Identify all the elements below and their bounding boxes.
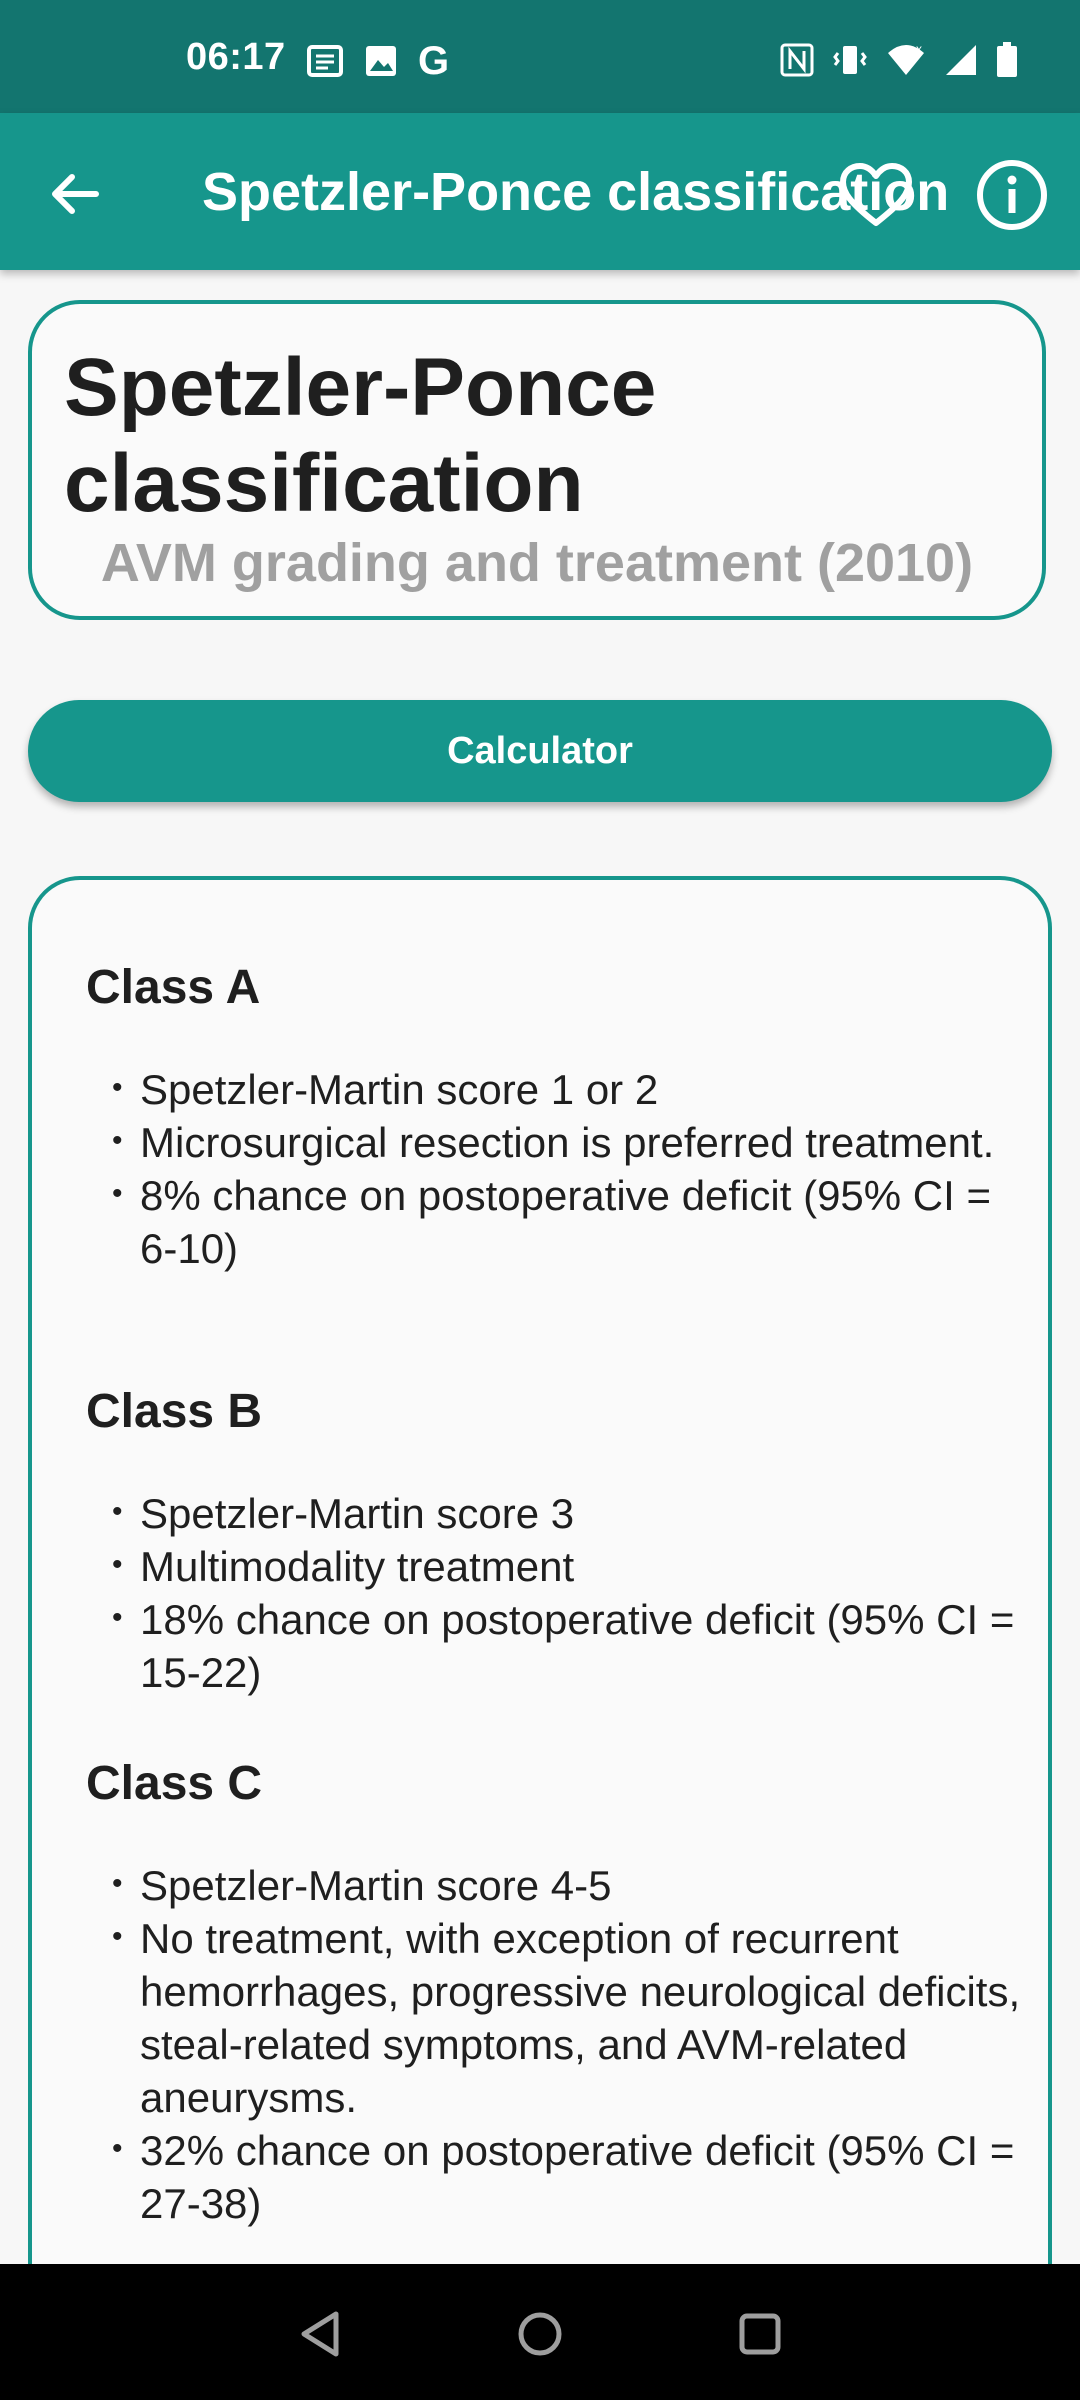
info-button[interactable] [972,155,1052,235]
app-bar [0,113,1080,270]
back-button[interactable] [40,159,110,229]
info-icon [976,159,1048,231]
heart-outline-icon [839,162,913,228]
list-item: • No treatment, with exception of recurrent hemorrhages, progressive neurological deficits, steal-related symptoms, and AVM-related aneurysms. [86,1912,1026,2124]
class-title: Class B [86,1385,263,1438]
bullet-list [86,1487,1026,1699]
list-item: • 18% chance on postoperative deficit (95% CI = 15-22) [86,1593,1026,1699]
app-bar-title: Spetzler-Ponce classification [202,162,950,222]
status-time: 06:17 [186,36,286,78]
page-subtitle: AVM grading and treatment (2010) [100,533,974,593]
image-icon [364,44,398,78]
status-bar [0,0,1080,113]
recents-square-icon [737,2311,783,2357]
page-title: Spetzler-Ponce classification [64,342,657,529]
class-title: Class A [86,961,261,1014]
nav-home-button[interactable] [510,2304,570,2364]
list-item: • Multimodality treatment [86,1540,1026,1593]
class-b-section [86,1384,1026,1699]
nav-recents-button[interactable] [730,2304,790,2364]
status-left-icons [306,39,450,83]
wifi-icon [886,43,926,77]
list-item: • 8% chance on postoperative deficit (95% CI = 6-10) [86,1169,1026,1275]
list-item: • Spetzler-Martin score 1 or 2 [86,1063,1026,1116]
google-icon: G [418,39,450,83]
bullet-list [86,1063,1026,1275]
list-item: • Spetzler-Martin score 3 [86,1487,1026,1540]
vibrate-icon [832,43,868,77]
class-a-section [86,960,1026,1275]
system-nav-bar [0,2264,1080,2400]
back-triangle-icon [298,2310,342,2358]
newspaper-icon [306,44,344,78]
home-circle-icon [516,2310,564,2358]
bullet-list [86,1859,1026,2230]
favorite-button[interactable] [836,155,916,235]
classification-card [28,876,1052,2276]
battery-icon [996,42,1018,78]
svg-text:x: x [916,42,922,56]
header-card [28,300,1046,620]
calculator-button[interactable]: Calculator [28,700,1052,802]
list-item: • Spetzler-Martin score 4-5 [86,1859,1026,1912]
arrow-left-icon [50,172,100,216]
class-c-section [86,1756,1026,2230]
nav-back-button[interactable] [290,2304,350,2364]
list-item: • Microsurgical resection is preferred treatment. [86,1116,1026,1169]
signal-icon [944,43,978,77]
list-item: • 32% chance on postoperative deficit (95% CI = 27-38) [86,2124,1026,2230]
status-right-icons [780,42,1018,78]
nfc-icon [780,43,814,77]
class-title: Class C [86,1757,263,1810]
